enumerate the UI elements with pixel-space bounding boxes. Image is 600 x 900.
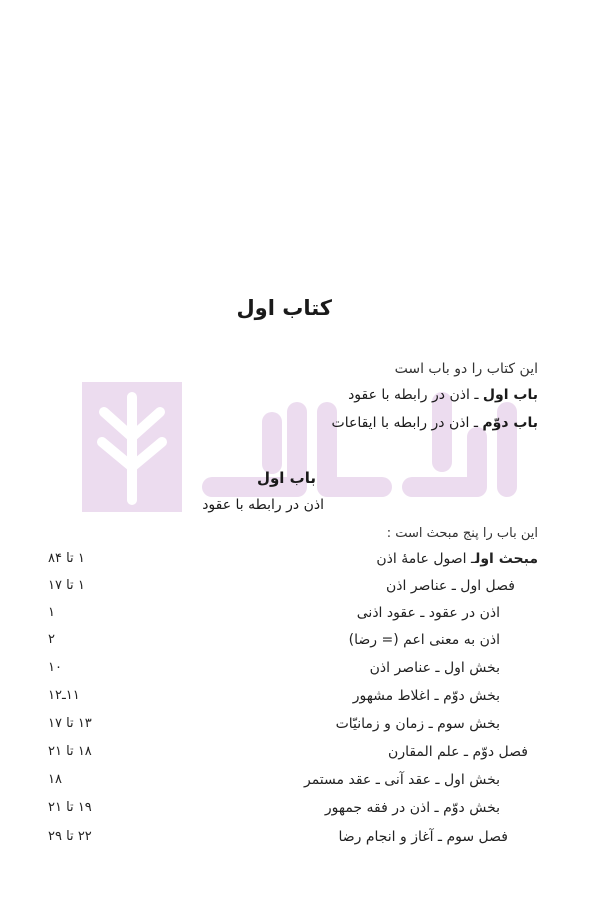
toc-entry-title: فصل سوم ـ آغاز و انجام رضا — [338, 829, 508, 845]
section-subheading: اذن در رابطه با عقود — [202, 497, 324, 513]
toc-entry — [0, 551, 600, 575]
toc-entry — [0, 605, 600, 629]
toc-entry-pages: ۱۸ — [48, 772, 62, 787]
toc-entry — [0, 829, 600, 853]
chapter-1-label: باب اول — [482, 387, 538, 403]
toc-entry — [0, 578, 600, 602]
toc-entry-pages: ۱ — [48, 605, 55, 620]
toc-entry-pages: ۱۱ـ۱۲ — [48, 688, 80, 703]
toc-entry-title: فصل اول ـ عناصر اذن — [385, 578, 515, 594]
chapter-2-text: اذن در رابطه با ایقاعات — [331, 415, 470, 431]
toc-entry-title: بخش سوم ـ زمان و زمانیّات — [335, 716, 500, 732]
toc-entry-pages: ۱۸ تا ۲۱ — [48, 744, 92, 759]
toc-entry-pages: ۱۰ — [48, 660, 62, 675]
toc-entry-title: بخش دوّم ـ اغلاط مشهور — [352, 688, 500, 704]
toc-entry-title: بخش دوّم ـ اذن در فقه جمهور — [324, 800, 500, 816]
toc-entry-pages: ۱ تا ۸۴ — [48, 551, 85, 566]
chapter-2-label: باب دوّم — [482, 415, 538, 431]
toc-entry — [0, 744, 600, 768]
chapter-1 — [348, 387, 538, 403]
toc-entry-title: اذن به معنی اعم (= رضا) — [348, 632, 500, 648]
chapter-1-separator: ـ — [469, 387, 483, 403]
toc-entry — [0, 716, 600, 740]
chapter-1-text: اذن در رابطه با عقود — [348, 387, 470, 403]
toc-entry-bold: مبحث اول — [475, 551, 538, 567]
section-heading: باب اول — [256, 469, 316, 487]
toc-entry-title: مبحث اولـ اصول عامهٔ اذن — [376, 551, 538, 567]
toc-entry — [0, 800, 600, 824]
toc-entry-pages: ۲ — [48, 632, 55, 647]
toc-entry-pages: ۱۹ تا ۲۱ — [48, 800, 92, 815]
toc-entry-pages: ۲۲ تا ۲۹ — [48, 829, 92, 844]
toc-entry-pages: ۱ تا ۱۷ — [48, 578, 85, 593]
toc-entry-title: فصل دوّم ـ علم المقارن — [388, 744, 528, 760]
toc-entry — [0, 660, 600, 684]
toc-entry-title: بخش اول ـ عناصر اذن — [369, 660, 500, 676]
toc-entry-pages: ۱۳ تا ۱۷ — [48, 716, 92, 731]
intro-text: این کتاب را دو باب است — [394, 361, 538, 377]
section-intro: این باب را پنج مبحث است : — [386, 526, 538, 541]
toc-entry — [0, 632, 600, 656]
toc-entry-title: بخش اول ـ عقد آنی ـ عقد مستمر — [303, 772, 500, 788]
page-title: کتاب اول — [236, 296, 332, 320]
toc-entry — [0, 772, 600, 796]
toc-entry — [0, 688, 600, 712]
chapter-2 — [332, 415, 538, 431]
chapter-2-separator: ـ — [469, 415, 483, 431]
toc-entry-title: اذن در عقود ـ عقود اذنی — [356, 605, 500, 621]
